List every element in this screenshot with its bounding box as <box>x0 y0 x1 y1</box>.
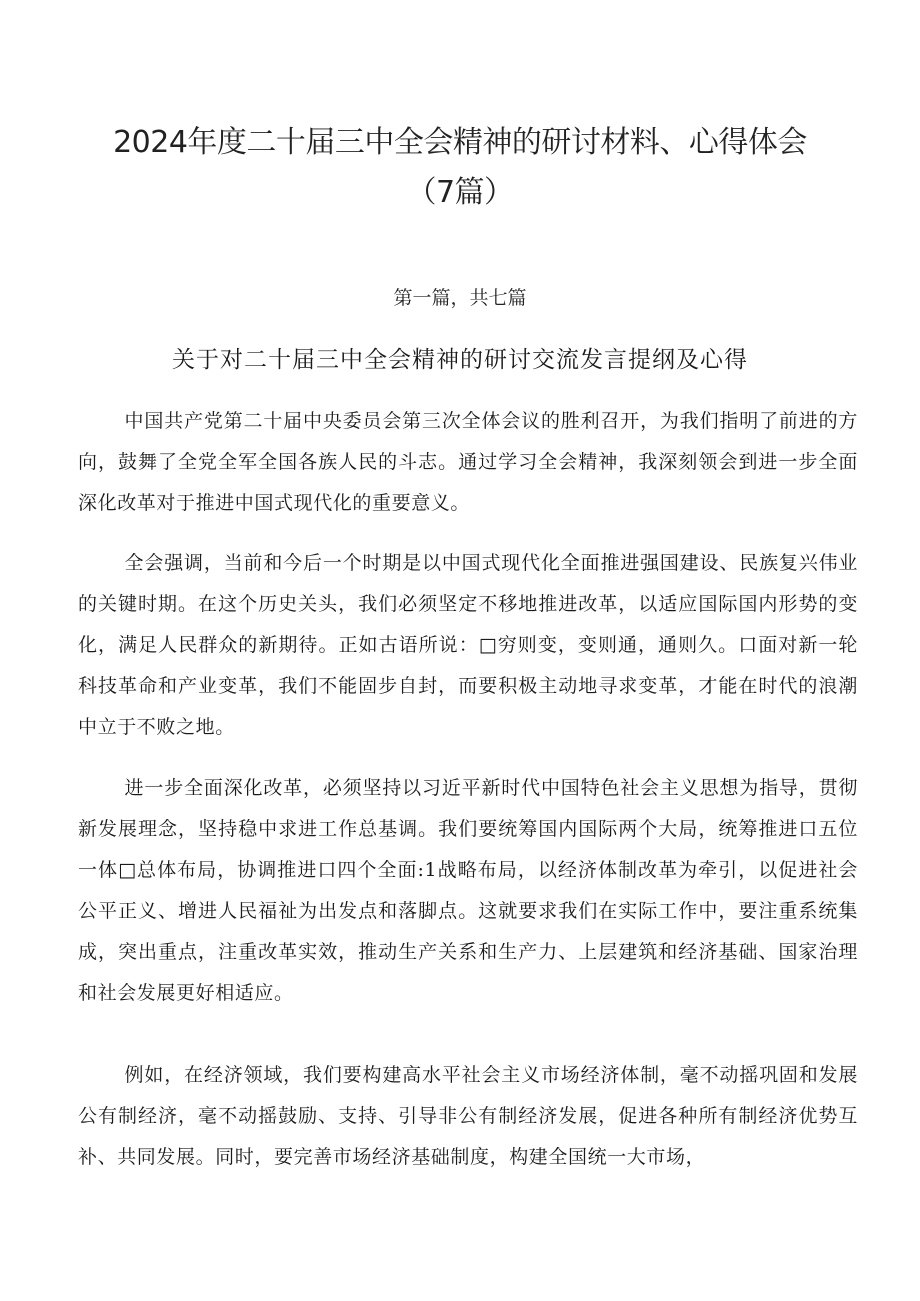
body-paragraph-3: 进一步全面深化改革，必须坚持以习近平新时代中国特色社会主义思想为指导，贯彻新发展理念，坚持稳中求进工作总基调。我们要统筹国内国际两个大局，统筹推进口五位一体□总体布局，协调推进口四个全面:1战略布局，以经济体制改革为牵引，以促进社会公平正义、增进人民福祉为出发点和落脚点。这就要求我们在实际工作中，要注重系统集成，突出重点，注重改革实效，推动生产关系和生产力、上层建筑和经济基础、国家治理和社会发展更好相适应。 <box>78 777 858 1004</box>
body-paragraph-4: 例如，在经济领域，我们要构建高水平社会主义市场经济体制，毫不动摇巩固和发展公有制经济，毫不动摇鼓励、支持、引导非公有制经济发展，促进各种所有制经济优势互补、共同发展。同时，要完善市场经济基础制度，构建全国统一大市场， <box>78 1064 858 1168</box>
body-paragraph-2: 全会强调，当前和今后一个时期是以中国式现代化全面推进强国建设、民族复兴伟业的关键时期。在这个历史关头，我们必须坚定不移地推进改革，以适应国际国内形势的变化，满足人民群众的新期待。正如古语所说：□穷则变，变则通，通则久。口面对新一轮科技革命和产业变革，我们不能固步自封，而要积极主动地寻求变革，才能在时代的浪潮中立于不败之地。 <box>78 552 858 738</box>
section-heading: 关于对二十届三中全会精神的研讨交流发言提纲及心得 <box>172 347 748 373</box>
body-paragraph-1: 中国共产党第二十届中央委员会第三次全体会议的胜利召开，为我们指明了前进的方向，鼓舞了全党全军全国各族人民的斗志。通过学习全会精神，我深刻领会到进一步全面深化改革对于推进中国式现代化的重要意义。 <box>78 410 858 514</box>
document-title <box>60 118 860 218</box>
document-title-line-1: 2024年度二十届三中全会精神的研讨材料、心得体会 <box>113 125 807 160</box>
section-label: 第一篇，共七篇 <box>393 287 527 309</box>
document-title-line-2: （7篇） <box>406 175 514 210</box>
